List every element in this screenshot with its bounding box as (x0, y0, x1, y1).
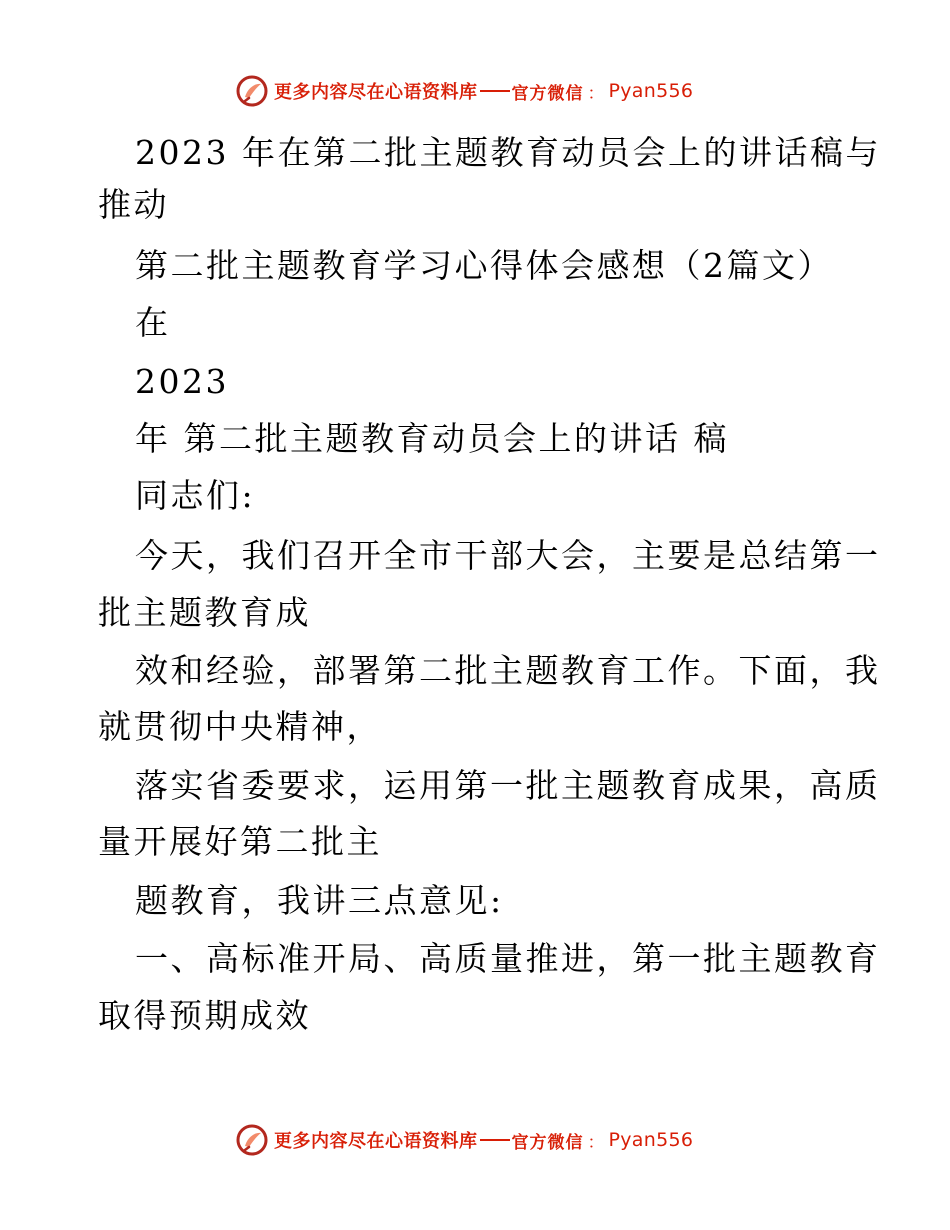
watermark-separator: ： (587, 83, 605, 104)
text-line-2: 推动 (98, 185, 169, 224)
watermark-main-text: 更多内容尽在心语资料库 (274, 1131, 478, 1152)
watermark-footer (236, 1123, 756, 1157)
brand-logo-icon (236, 1124, 268, 1156)
text-line-13: 量开展好第二批主 (98, 822, 382, 861)
text-line-8: 今天，我们召开全市干部大会，主要是总结第一 (135, 536, 881, 575)
text-line-14: 题教育，我讲三点意见: (135, 881, 504, 920)
text-line-4: 在 (135, 303, 171, 342)
watermark-sub-text: 官方微信 (511, 1132, 584, 1153)
watermark-wechat-id: Pyan556 (608, 1129, 694, 1151)
watermark-sub-text: 官方微信 (511, 83, 584, 104)
watermark-dash (480, 90, 510, 92)
watermark-separator: ： (587, 1132, 605, 1153)
brand-logo-icon (236, 75, 268, 107)
text-line-16: 取得预期成效 (98, 996, 311, 1035)
text-line-5: 2023 (135, 362, 229, 401)
text-line-10: 效和经验，部署第二批主题教育工作。下面，我 (135, 651, 881, 690)
watermark-main-text: 更多内容尽在心语资料库 (274, 82, 478, 103)
text-line-7: 同志们: (135, 476, 256, 515)
watermark-dash (480, 1139, 510, 1141)
text-line-12: 落实省委要求，运用第一批主题教育成果，高质 (135, 766, 881, 805)
text-line-15: 一、高标准开局、高质量推进，第一批主题教育 (135, 939, 881, 978)
text-line-11: 就贯彻中央精神， (98, 707, 382, 746)
watermark-header (236, 74, 756, 108)
text-line-3: 第二批主题教育学习心得体会感想（2篇文） (135, 246, 833, 285)
watermark-wechat-id: Pyan556 (608, 80, 694, 102)
text-line-9: 批主题教育成 (98, 593, 311, 632)
text-line-1: 2023 年在第二批主题教育动员会上的讲话稿与 (135, 133, 881, 172)
text-line-6: 年 第二批主题教育动员会上的讲话 稿 (135, 419, 729, 458)
